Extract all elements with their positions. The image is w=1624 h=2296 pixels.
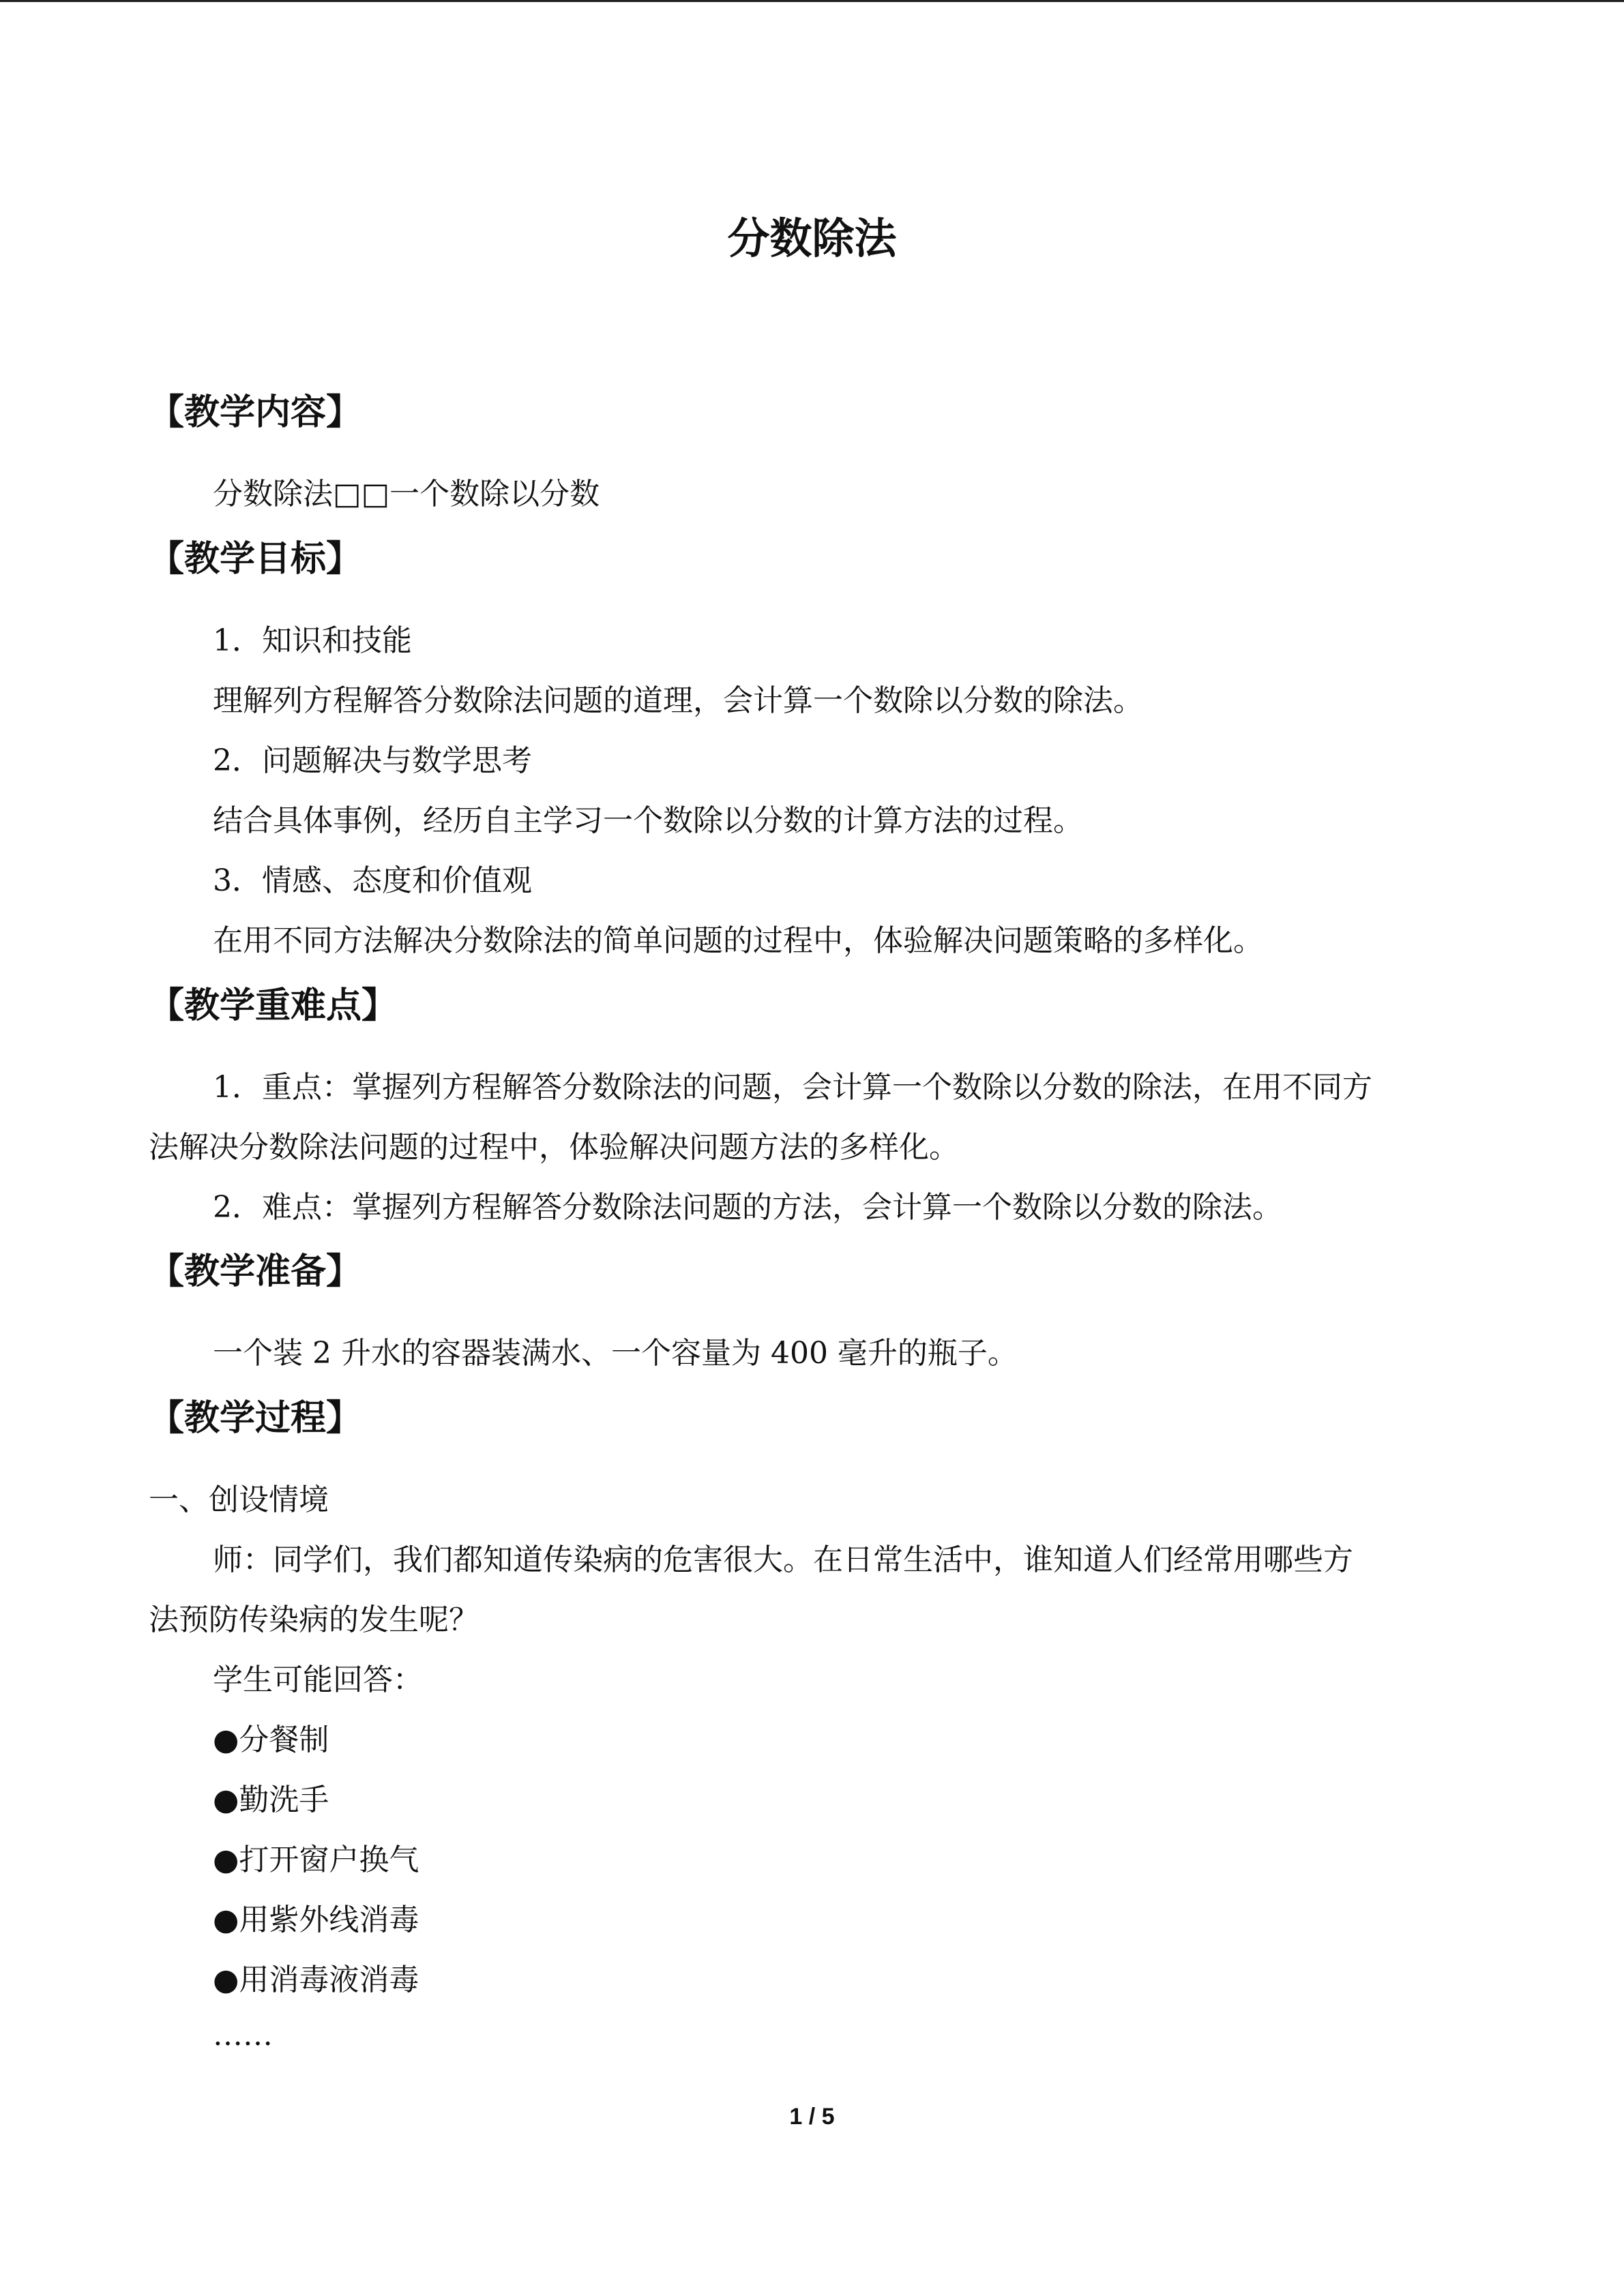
section-heading-process: 【教学过程】: [149, 1398, 362, 1439]
process-step-1: 一、创设情境: [149, 1482, 329, 1517]
goal-item: 1．知识和技能: [213, 623, 412, 658]
answer-item: ●勤洗手: [213, 1783, 329, 1817]
answer-item: ●用消毒液消毒: [213, 1963, 419, 1997]
student-intro: 学生可能回答：: [213, 1663, 423, 1697]
section-heading-content: 【教学内容】: [149, 392, 362, 433]
key-point-2: 2．难点：掌握列方程解答分数除法问题的方法，会计算一个数除以分数的除法。: [213, 1190, 1282, 1225]
teacher-line: 师：同学们，我们都知道传染病的危害很大。在日常生活中，谁知道人们经常用哪些方: [213, 1542, 1353, 1577]
goal-item: 理解列方程解答分数除法问题的道理，会计算一个数除以分数的除法。: [213, 683, 1143, 718]
ellipsis: ……: [213, 2018, 273, 2053]
key-point-1-continued: 法解决分数除法问题的过程中，体验解决问题方法的多样化。: [149, 1130, 959, 1165]
page-indicator: 1 / 5: [789, 2104, 835, 2130]
answer-item: ●用紫外线消毒: [213, 1903, 419, 1937]
section-heading-key-points: 【教学重难点】: [149, 985, 398, 1026]
goal-item: 在用不同方法解决分数除法的简单问题的过程中，体验解决问题策略的多样化。: [213, 923, 1263, 958]
page-title: 分数除法: [727, 213, 897, 263]
goal-item: 2．问题解决与数学思考: [213, 743, 532, 778]
section-heading-goals: 【教学目标】: [149, 539, 362, 580]
answer-item: ●打开窗户换气: [213, 1843, 419, 1877]
answer-item: ●分餐制: [213, 1723, 329, 1757]
content-text: 分数除法□□一个数除以分数: [213, 477, 600, 511]
top-border: [0, 0, 1624, 2]
section-heading-preparation: 【教学准备】: [149, 1251, 362, 1292]
goal-item: 结合具体事例，经历自主学习一个数除以分数的计算方法的过程。: [213, 803, 1083, 838]
goal-item: 3．情感、态度和价值观: [213, 863, 532, 898]
teacher-line-continued: 法预防传染病的发生呢？: [149, 1602, 479, 1637]
preparation-text: 一个装 2 升水的容器装满水、一个容量为 400 毫升的瓶子。: [213, 1336, 1018, 1371]
key-point-1: 1．重点：掌握列方程解答分数除法的问题，会计算一个数除以分数的除法，在用不同方: [213, 1070, 1372, 1105]
